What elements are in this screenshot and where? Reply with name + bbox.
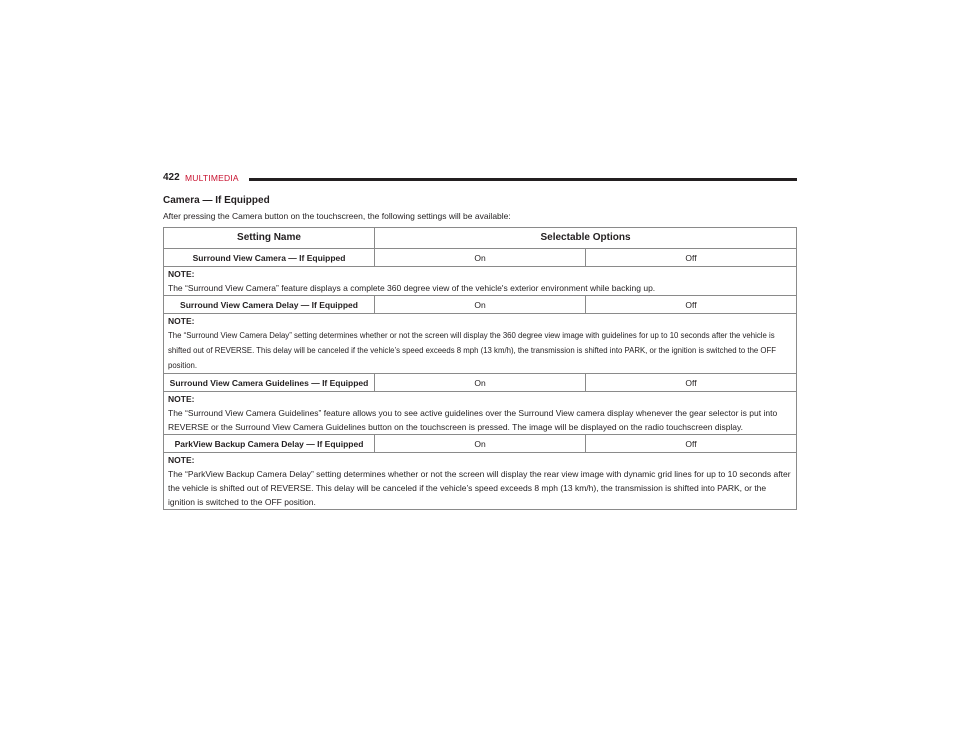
option-on: On	[375, 435, 586, 453]
table-row	[164, 435, 797, 453]
option-on: On	[375, 374, 586, 392]
note-row	[164, 392, 797, 435]
section-name: MULTIMEDIA	[185, 173, 239, 183]
setting-name: Surround View Camera — If Equipped	[164, 249, 375, 267]
note-cell	[164, 267, 797, 296]
note-row	[164, 314, 797, 374]
page-header	[163, 172, 797, 186]
setting-name: ParkView Backup Camera Delay — If Equipped	[164, 435, 375, 453]
option-off: Off	[586, 296, 797, 314]
option-off: Off	[586, 435, 797, 453]
intro-text: After pressing the Camera button on the touchscreen, the following settings will be available:	[163, 211, 511, 221]
table-row	[164, 249, 797, 267]
note-label: NOTE:	[168, 316, 195, 326]
note-text: The “Surround View Camera” feature displays a complete 360 degree view of the vehicle's exterior environment while backing up.	[168, 283, 656, 293]
header-selectable-options: Selectable Options	[375, 228, 797, 249]
note-row	[164, 453, 797, 510]
note-row	[164, 267, 797, 296]
note-label: NOTE:	[168, 455, 195, 465]
setting-name: Surround View Camera Guidelines — If Equipped	[164, 374, 375, 392]
section-heading: Camera — If Equipped	[163, 195, 270, 206]
note-cell	[164, 392, 797, 435]
header-rule	[249, 178, 797, 181]
table-row	[164, 296, 797, 314]
page-number: 422	[163, 172, 180, 183]
option-on: On	[375, 296, 586, 314]
option-off: Off	[586, 249, 797, 267]
table-header-row	[164, 228, 797, 249]
note-text: The “Surround View Camera Guidelines” feature allows you to see active guidelines over the Surround View camera display whenever the gear selector is put into REVERSE or the Surround View Camera Guidelines button on the touchscreen is pressed. The image will be displayed on the radio touchscreen display.	[168, 408, 778, 432]
note-text: The “ParkView Backup Camera Delay” setting determines whether or not the screen will display the rear view image with dynamic grid lines for up to 10 seconds after the vehicle is shifted out of REVERSE. This delay will be canceled if the vehicle’s speed exceeds 8 mph (13 km/h), the transmission is shifted into PARK, or the ignition is switched to the OFF position.	[168, 469, 791, 507]
option-off: Off	[586, 374, 797, 392]
camera-settings-table	[163, 227, 797, 510]
note-label: NOTE:	[168, 269, 195, 279]
note-cell	[164, 314, 797, 374]
header-setting-name: Setting Name	[164, 228, 375, 249]
option-on: On	[375, 249, 586, 267]
note-text: The “Surround View Camera Delay” setting determines whether or not the screen will display the 360 degree view image with guidelines for up to 10 seconds after the vehicle is shifted out of REVERSE. This delay will be canceled if the vehicle’s speed exceeds 8 mph (13 km/h), the transmission is shifted into PARK, or the ignition is switched to the OFF position.	[168, 331, 777, 370]
setting-name: Surround View Camera Delay — If Equipped	[164, 296, 375, 314]
note-cell	[164, 453, 797, 510]
table-row	[164, 374, 797, 392]
note-label: NOTE:	[168, 394, 195, 404]
